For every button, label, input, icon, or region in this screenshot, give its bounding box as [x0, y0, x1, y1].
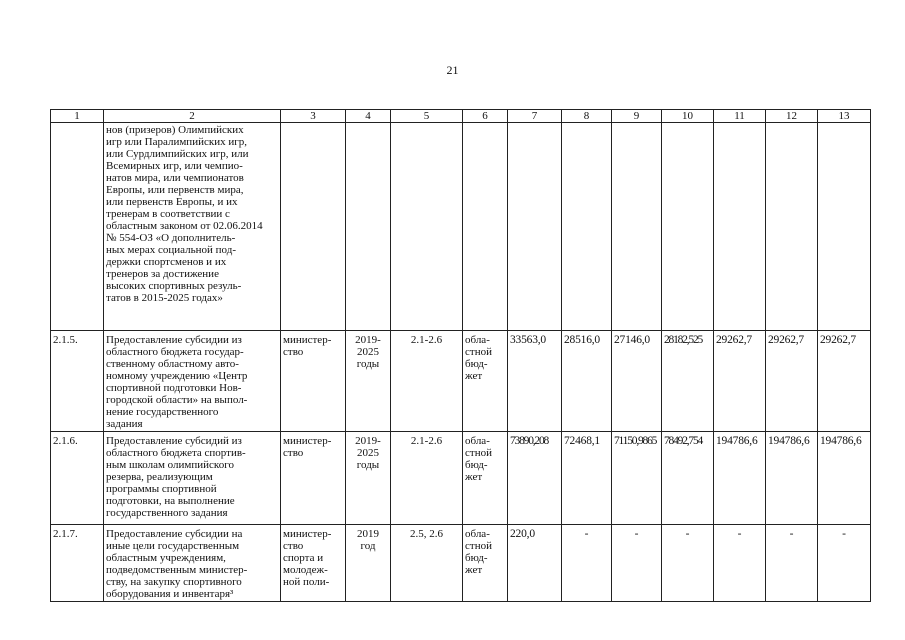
executor-cell: министер- ство: [281, 331, 346, 432]
row-number: 2.1.5.: [51, 331, 104, 432]
column-header: 4: [346, 110, 391, 123]
value-cell: 78492,754: [662, 432, 714, 525]
value-cell: 28182,525: [662, 331, 714, 432]
value-cell: 194786,6: [766, 432, 818, 525]
activity-description: Предоставление субсидии на иные цели государственным областным учреждениям, подведомственным министер- ству, на закупку спортивного оборудования и инвентаря³: [104, 525, 281, 602]
target-indicators-cell: 2.5, 2.6: [391, 525, 463, 602]
funding-source-cell: обла- стной бюд- жет: [463, 432, 508, 525]
activity-description: Предоставление субсидии из областного бюджета государ- ственному областному авто- номному учреждению «Центр спортивной подготовки Нов- городской области» на выпол- нение государственного задания: [104, 331, 281, 432]
value-cell: [818, 123, 871, 331]
value-cell: 27146,0: [612, 331, 662, 432]
column-header: 11: [714, 110, 766, 123]
value-cell: [562, 123, 612, 331]
value-cell: -: [714, 525, 766, 602]
column-header: 7: [508, 110, 562, 123]
value-cell: 71150,9865: [612, 432, 662, 525]
table-row: [51, 432, 871, 525]
table-row: [51, 123, 871, 331]
value-cell: 220,0: [508, 525, 562, 602]
value-cell: 194786,6: [818, 432, 871, 525]
value-cell: 28516,0: [562, 331, 612, 432]
activity-description: Предоставление субсидий из областного бюджета спортив- ным школам олимпийского резерва, реализующим программы спортивной подготовки, на выполнение государственного задания: [104, 432, 281, 525]
activity-description: нов (призеров) Олимпийских игр или Паралимпийских игр, или Сурдлимпийских игр, или Всемирных игр, или чемпио- натов мира, или чемпионатов Европы, или первенств мира, или первенств Европы, и их тренерам в соответствии с областным законом от 02.06.2014 № 554-ОЗ «О дополнитель- ных мерах социальной под- держки спортсменов и их тренеров за достижение высоких спортивных резуль- татов в 2015-2025 годах»: [104, 123, 281, 331]
value-cell: -: [562, 525, 612, 602]
column-header: 5: [391, 110, 463, 123]
value-cell: 29262,7: [766, 331, 818, 432]
column-header: 10: [662, 110, 714, 123]
column-header: 12: [766, 110, 818, 123]
value-cell: [612, 123, 662, 331]
value-cell: 29262,7: [818, 331, 871, 432]
value-cell: 33563,0: [508, 331, 562, 432]
value-cell: [508, 123, 562, 331]
value-cell: [766, 123, 818, 331]
row-number: 2.1.6.: [51, 432, 104, 525]
value-cell: 73890,208: [508, 432, 562, 525]
row-number: [51, 123, 104, 331]
column-header: 8: [562, 110, 612, 123]
value-cell: 72468,1: [562, 432, 612, 525]
column-header: 13: [818, 110, 871, 123]
column-header: 2: [104, 110, 281, 123]
executor-cell: [281, 123, 346, 331]
value-cell: -: [766, 525, 818, 602]
executor-cell: министер- ство: [281, 432, 346, 525]
target-indicators-cell: 2.1-2.6: [391, 432, 463, 525]
period-cell: 2019 год: [346, 525, 391, 602]
value-cell: -: [818, 525, 871, 602]
column-header: 1: [51, 110, 104, 123]
value-cell: [714, 123, 766, 331]
column-header: 6: [463, 110, 508, 123]
value-cell: [662, 123, 714, 331]
table-header-row: [51, 110, 871, 123]
value-cell: 29262,7: [714, 331, 766, 432]
program-activities-table: [50, 109, 871, 602]
funding-source-cell: [463, 123, 508, 331]
value-cell: -: [662, 525, 714, 602]
value-cell: 194786,6: [714, 432, 766, 525]
funding-source-cell: обла- стной бюд- жет: [463, 525, 508, 602]
target-indicators-cell: [391, 123, 463, 331]
table-row: [51, 525, 871, 602]
column-header: 9: [612, 110, 662, 123]
table-row: [51, 331, 871, 432]
row-number: 2.1.7.: [51, 525, 104, 602]
column-header: 3: [281, 110, 346, 123]
target-indicators-cell: 2.1-2.6: [391, 331, 463, 432]
page-number: 21: [446, 63, 459, 77]
value-cell: -: [612, 525, 662, 602]
period-cell: 2019- 2025 годы: [346, 331, 391, 432]
funding-source-cell: обла- стной бюд- жет: [463, 331, 508, 432]
period-cell: [346, 123, 391, 331]
executor-cell: министер- ство спорта и молодеж- ной поли-: [281, 525, 346, 602]
period-cell: 2019- 2025 годы: [346, 432, 391, 525]
